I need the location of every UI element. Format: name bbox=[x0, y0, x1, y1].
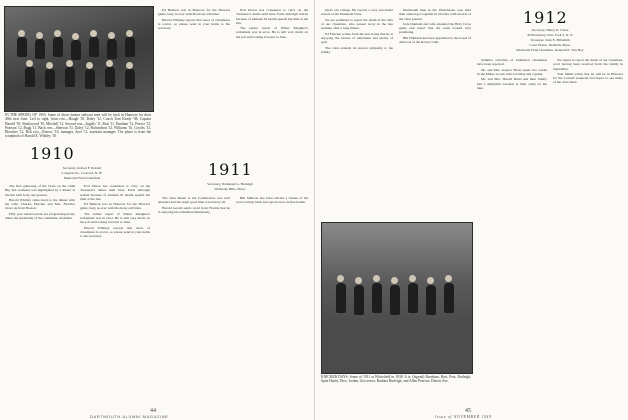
class-1911-notes-b bbox=[236, 196, 308, 404]
paragraph: Ed Fletcher writes from his new home that he is enjoying the leisure of retirement and plenty of golf. bbox=[321, 31, 393, 45]
paragraph: Harold Whitney reports that news of classmates is scarce, so please send in your items to the secretary. bbox=[158, 17, 230, 31]
class-numeral-1912: 1912 bbox=[523, 8, 568, 27]
class-1910-address: Congress St., Concord, N. H. bbox=[61, 171, 103, 175]
class-1912-notes-a bbox=[477, 58, 547, 404]
class-1912-fund: Memorial Fund Chairman, Kenneth E. Van Hoy bbox=[516, 48, 584, 52]
paragraph: The class dinner at the Commodore was well attended and the usual good time was had by all. bbox=[158, 196, 230, 205]
paragraph: Harold Whitley came down to the dinner with his wife; Charles Fletcher and Mrs. Fletcher drove up from Boston. bbox=[5, 197, 75, 211]
paragraph: The earlier report of Walter Meagher's retirement was in error. He is still very much on the job and looking forward to June. bbox=[80, 211, 150, 225]
class-1912-treasurer-address: Court House, Dedham, Mass. bbox=[529, 43, 571, 47]
paragraph: We regret to report the death of our classmate, word having been received from his family in September. bbox=[553, 58, 623, 71]
class-1911-notes-a bbox=[158, 196, 230, 404]
column-right-top bbox=[158, 8, 230, 158]
paragraph: Harold Whitney reports that news of classmates is scarce, so please send in your items to the secretary. bbox=[80, 225, 150, 239]
footer-right: Issue of NOVEMBER 1949 bbox=[435, 414, 492, 419]
paragraph: The first gathering of the Class on the 1949 Big Ten weekend was highlighted by a dinner at the Inn with forty-one present. bbox=[5, 184, 75, 197]
class-1910-fund: Memorial Fund Chairman bbox=[63, 176, 101, 180]
paragraph: Ed Bullock was in Hanover for the Harvard game, busy as ever with his many activities. bbox=[158, 8, 230, 17]
photo-caption: IN THE SPRING OF 1910: Some of those former stalwart men will be back in Hanover for their 40th next June. Left to right, front row—Hough '10, Daley '12, Coach Tom Keady '08, Captain Harold '10; Shadywood '10, Mitchell '12. Second row—Ingalls '11, Burt '11, Dunham '12, Peaver '13, Pearson '12, Bugg '11. Back row—Sherwin '11, Daley '12, Richardson '12. Williams '10, Cowles '13, Bleacher '12. Rob row—Farrow '10, manager, Ayer '11, assistant manager. The photo is from the scrapbook of Harold E. Whitley '10. bbox=[5, 113, 151, 139]
paragraph: Ed Bullock was in Hanover for the Harvard game, busy as ever with his many activities. bbox=[80, 202, 150, 211]
class-1912-secretary: Secretary, Henry K. Urion bbox=[531, 28, 569, 32]
paragraph: Mr. and Mrs. Gaynor Bross spent two weeks in the Maine woods with son Dick and a guide. bbox=[477, 67, 547, 76]
page-number-right: 45 bbox=[465, 408, 471, 414]
class-1911-address: Wellesley Hills, Mass. bbox=[214, 187, 246, 191]
paragraph: Earl Pierce has consented to carry on the Treasurer's duties until June. Earle although retired because of eminent ill health spends his time at the Inn. bbox=[236, 8, 308, 25]
paragraph: Mr. and Mrs. Harold Rudd and their family had a delightful vacation at their camp on the lake. bbox=[477, 77, 547, 90]
column-mid bbox=[80, 184, 150, 404]
knicker-days-caption: KNICKER DAYS: Some of 1911 at Whitefield in 1938. It is: (legend) Burnham, Burt, Peat, Burleigh, Spite Hardy, Dow, Jordan, Grosvenor, Barbara Burleigh, and Allen Pearson. Detroit Ave. bbox=[321, 375, 471, 384]
right-page bbox=[314, 0, 628, 420]
column-b bbox=[399, 8, 471, 208]
team-photo bbox=[4, 6, 154, 112]
paragraph: The class extends its sincere sympathy to the family. bbox=[321, 45, 393, 54]
paragraph: We are saddened to report the death of the wife of our classmate, who passed away in the late summer after a long illness. bbox=[321, 17, 393, 31]
column-far-top bbox=[236, 8, 308, 158]
paragraph: Dad's old college. He reports a very successful season at the Mountain View. bbox=[321, 8, 393, 17]
class-numeral-1910: 1910 bbox=[30, 144, 75, 163]
paragraph: Fifty year reunion plans are progressing nicely under the leadership of the committee chairman. bbox=[5, 211, 75, 221]
paragraph: Harold Gerald sends word from Florida that he is enjoying his retirement immensely. bbox=[158, 205, 230, 214]
column-a bbox=[321, 8, 393, 208]
paragraph: Bill Fishback has been appointed to the board of directors of the Rotary Club. bbox=[399, 35, 471, 45]
paragraph: Dartmouth men in the Westchester area held their annual get-together in October with several of the class present. bbox=[399, 8, 471, 21]
class-1911-secretary: Secretary, Nathaniel G. Burleigh bbox=[207, 182, 253, 186]
class-numeral-1911: 1911 bbox=[208, 160, 253, 179]
paragraph: Summer activities of additional classmates have been reported. bbox=[477, 58, 547, 67]
knicker-days-photo bbox=[321, 222, 473, 374]
class-1912-treasurer: Treasurer, John E. Hillsmith bbox=[530, 38, 570, 42]
class-1912-notes-b bbox=[553, 58, 623, 404]
class-1912-address: 49 Broadway, New York 5, N. Y. bbox=[527, 33, 573, 37]
class-1910-secretary: Secretary, Robert F. Petretti bbox=[62, 166, 102, 170]
paragraph: Bill Sullivan has been elected a trustee of his local savings bank and reports he is in fine health. bbox=[236, 196, 308, 205]
paragraph: Earl Pierce has consented to carry on the Treasurer's duties until June. Earle although retired because of eminent ill health spends his time at the Inn. bbox=[80, 184, 150, 201]
paragraph: Tom Smith writes that he will be in Hanover for the Cornell weekend and hopes to see many of the class there. bbox=[553, 71, 623, 85]
footer-left: DARTMOUTH ALUMNI MAGAZINE bbox=[90, 414, 169, 419]
paragraph: Jack Dunham and wife attended the Holy Cross game and report that the team looked very promising. bbox=[399, 21, 471, 35]
page-number-left: 44 bbox=[150, 408, 156, 414]
paragraph: The earlier report of Walter Meagher's retirement was in error. He is still very much on the job and looking forward to June. bbox=[236, 26, 308, 39]
class-1910-notes bbox=[5, 184, 75, 404]
